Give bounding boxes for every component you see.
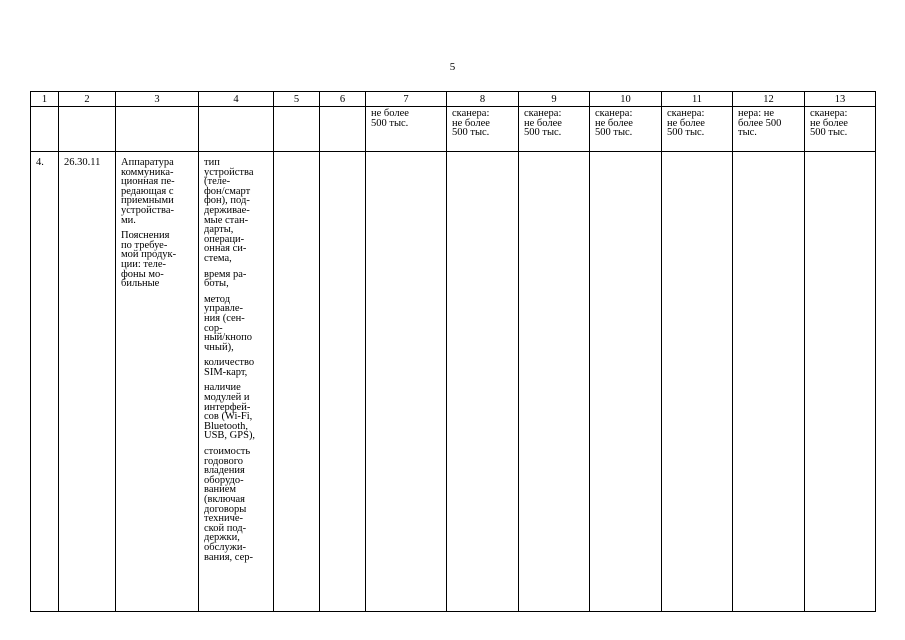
column-header: 7 bbox=[366, 92, 447, 107]
column-header: 3 bbox=[116, 92, 199, 107]
table-cell: сканера: не более 500 тыс. bbox=[519, 107, 590, 152]
table-cell bbox=[447, 152, 519, 612]
column-header: 13 bbox=[805, 92, 876, 107]
item-note: Пояснения по требуе- мой продук- ции: теле- фоны мо- бильные bbox=[121, 230, 177, 290]
table-cell bbox=[805, 152, 876, 612]
table-cell bbox=[199, 107, 274, 152]
characteristic: время ра- боты, bbox=[204, 268, 247, 290]
table-cell bbox=[31, 107, 59, 152]
table-cell: сканера: не более 500 тыс. bbox=[662, 107, 733, 152]
column-header: 10 bbox=[590, 92, 662, 107]
table-cell bbox=[366, 152, 447, 612]
column-header: 8 bbox=[447, 92, 519, 107]
table-cell bbox=[116, 107, 199, 152]
column-header: 12 bbox=[733, 92, 805, 107]
column-header: 11 bbox=[662, 92, 733, 107]
requirements-table bbox=[30, 91, 876, 612]
column-header: 9 bbox=[519, 92, 590, 107]
column-header: 1 bbox=[31, 92, 59, 107]
page-number: 5 bbox=[449, 61, 456, 73]
characteristics-cell bbox=[199, 152, 274, 612]
table-cell: сканера: не более 500 тыс. bbox=[805, 107, 876, 152]
characteristic: тип устройства (теле- фон/смарт фон), под- держивае- мые стан- дарты, операци- онная си- стема, bbox=[204, 157, 254, 264]
table-cell: не более 500 тыс. bbox=[366, 107, 447, 152]
table-cell bbox=[519, 152, 590, 612]
table-cell bbox=[733, 152, 805, 612]
characteristic: метод управле- ния (сен- сор- ный/кнопо чный), bbox=[204, 293, 253, 353]
table-cell bbox=[274, 152, 320, 612]
table-cell: нера: не более 500 тыс. bbox=[733, 107, 805, 152]
column-header: 4 bbox=[199, 92, 274, 107]
table-cell: сканера: не более 500 тыс. bbox=[447, 107, 519, 152]
table-cell bbox=[274, 107, 320, 152]
column-header: 5 bbox=[274, 92, 320, 107]
item-name: Аппаратура коммуника- ционная пе- редающая с приемными устройства- ми. bbox=[121, 157, 175, 226]
characteristic: количество SIM-карт, bbox=[204, 357, 255, 378]
table-cell bbox=[320, 107, 366, 152]
item-number: 4. bbox=[31, 152, 59, 612]
characteristic: стоимость годового владения оборудо- ванием (включая договоры техниче- ской под- держки, обслужи- вания, сер- bbox=[204, 446, 253, 563]
column-number-row bbox=[31, 92, 876, 107]
table-cell bbox=[59, 107, 116, 152]
table-cell bbox=[662, 152, 733, 612]
column-header: 6 bbox=[320, 92, 366, 107]
table-cell bbox=[320, 152, 366, 612]
characteristic: наличие модулей и интерфей- сов (Wi-Fi, Bluetooth, USB, GPS), bbox=[204, 382, 256, 442]
item-name-cell bbox=[116, 152, 199, 612]
continuation-row bbox=[31, 107, 876, 152]
table-cell bbox=[590, 152, 662, 612]
table-row bbox=[31, 152, 876, 612]
column-header: 2 bbox=[59, 92, 116, 107]
table-cell: сканера: не более 500 тыс. bbox=[590, 107, 662, 152]
item-code: 26.30.11 bbox=[59, 152, 116, 612]
